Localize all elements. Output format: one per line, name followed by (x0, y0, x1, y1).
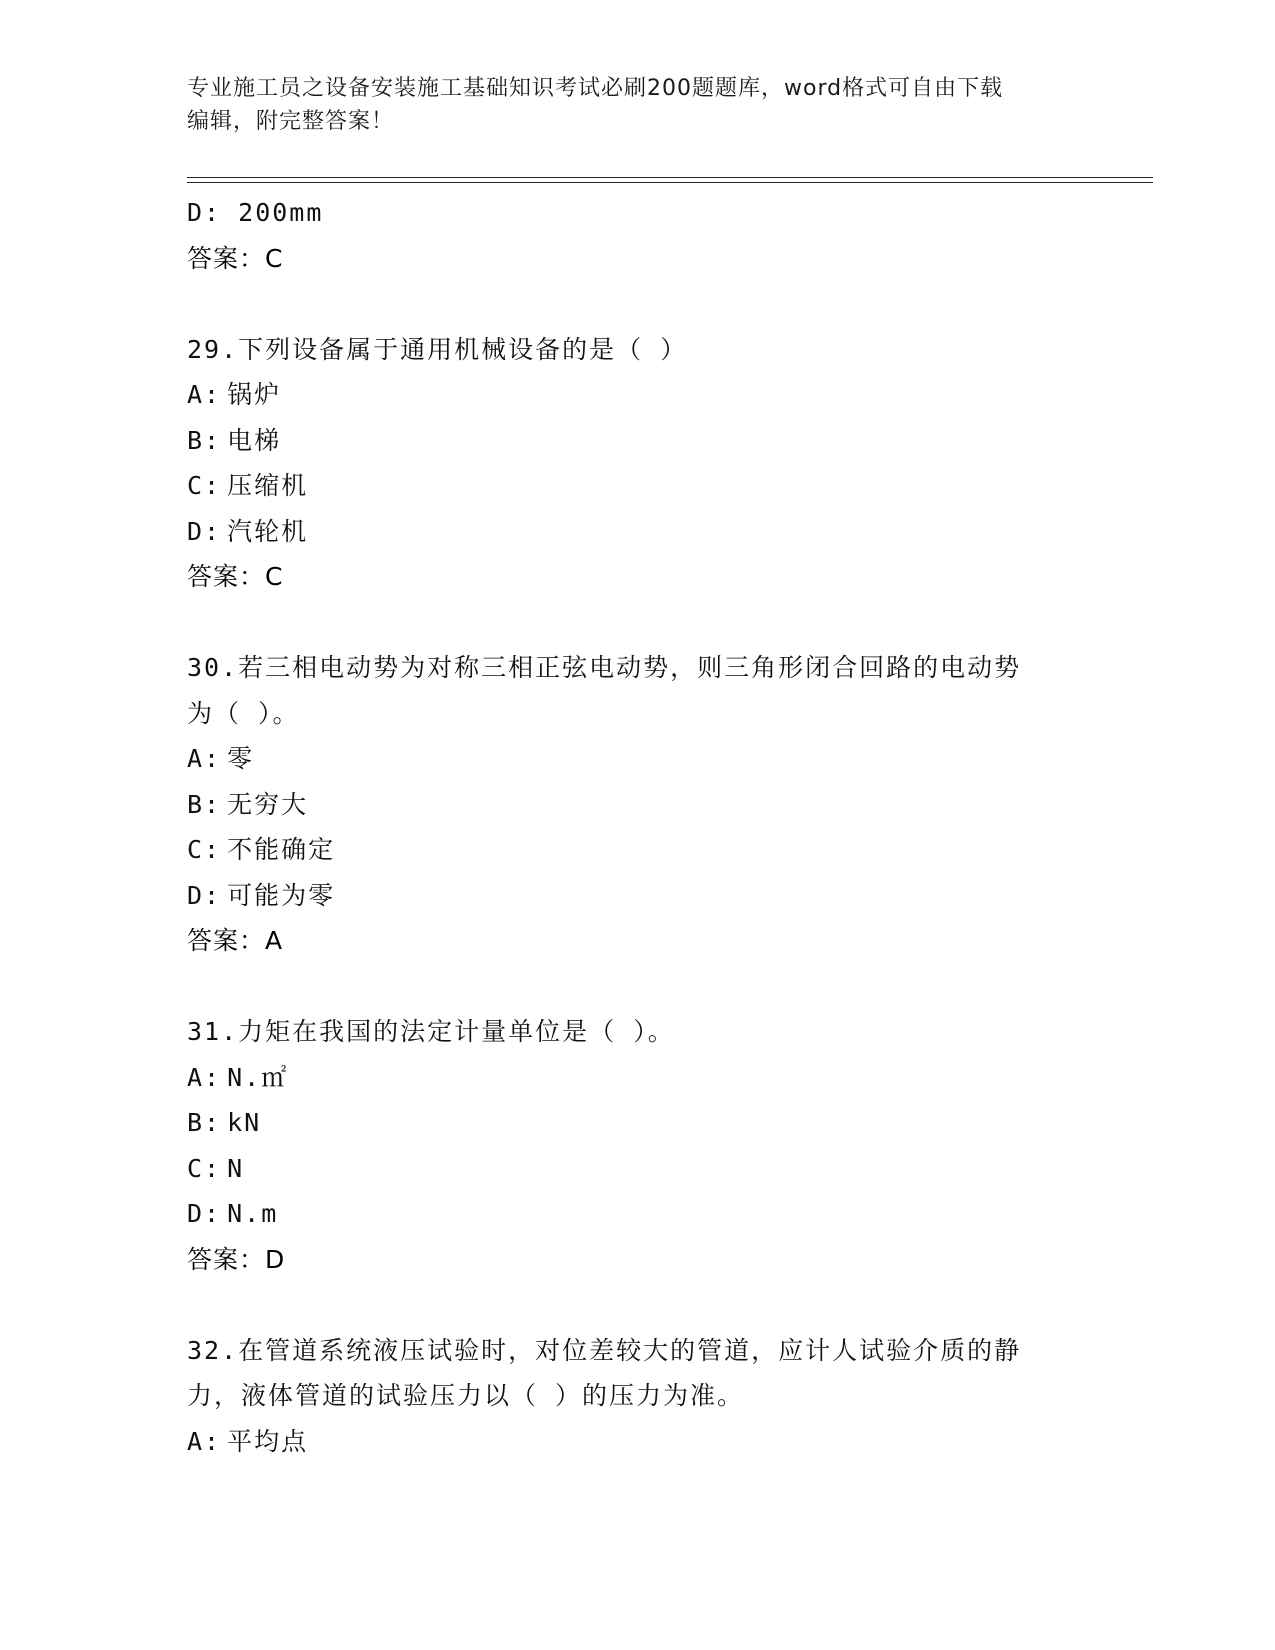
question-stem-30-line2: 为（ ）。 (187, 698, 300, 728)
question-stem-31: 31.力矩在我国的法定计量单位是（ ）。 (187, 1017, 675, 1046)
option-key: B: (187, 425, 222, 455)
option-text: 无穷大 (227, 789, 309, 819)
option-b (187, 782, 1087, 828)
answer-label: 答案：A (187, 926, 284, 955)
option-d (187, 873, 1087, 919)
option-text: 电梯 (227, 425, 282, 455)
document-body (187, 190, 1087, 1464)
option-d (187, 1191, 1087, 1237)
option-text: 压缩机 (227, 471, 309, 500)
option-key: C: (187, 835, 222, 864)
question-stem-32-line1: 32.在管道系统液压试验时，对位差较大的管道，应计人试验介质的静 (187, 1335, 1022, 1365)
option-key: A: (187, 744, 222, 773)
option-c (187, 463, 1087, 509)
option-text: N (227, 1153, 245, 1183)
option-text: kN (227, 1108, 262, 1137)
option-text: 不能确定 (227, 835, 336, 864)
option-key: A: (187, 380, 222, 409)
spacer (187, 600, 1087, 646)
option-b (187, 1100, 1087, 1146)
answer-label: 答案：C (187, 243, 284, 273)
option-key: A: (187, 1426, 222, 1456)
option-key: D: (187, 516, 222, 546)
header-rule-bottom (187, 182, 1153, 183)
spacer (187, 964, 1087, 1010)
option-a (187, 372, 1087, 418)
question-stem-32-line2: 力，液体管道的试验压力以（ ）的压力为准。 (187, 1381, 745, 1410)
document-header (187, 72, 1087, 138)
option-text: 平均点 (227, 1426, 309, 1456)
option-c (187, 1146, 1087, 1192)
spacer (187, 281, 1087, 327)
option-key: D: (187, 1199, 222, 1228)
option-d: D: 200mm (187, 198, 324, 227)
answer-label: 答案：D (187, 1244, 286, 1274)
answer-label: 答案：C (187, 562, 284, 591)
option-text: 可能为零 (227, 880, 336, 910)
option-key: A: (187, 1062, 222, 1092)
option-text: 锅炉 (227, 380, 282, 409)
header-title-line2: 编辑，附完整答案！ (187, 109, 395, 134)
option-key: C: (187, 1153, 222, 1183)
option-a (187, 736, 1087, 782)
option-key: C: (187, 471, 222, 500)
option-a (187, 1419, 1087, 1465)
option-d (187, 509, 1087, 555)
option-key: D: (187, 880, 222, 910)
option-text: 汽轮机 (227, 516, 309, 546)
option-a (187, 1055, 1087, 1101)
option-key: B: (187, 1108, 222, 1137)
question-stem-30-line1: 30.若三相电动势为对称三相正弦电动势，则三角形闭合回路的电动势 (187, 653, 1022, 682)
spacer (187, 1282, 1087, 1328)
header-rule-top (187, 177, 1153, 178)
option-text: N.m (227, 1199, 279, 1228)
option-key: B: (187, 789, 222, 819)
option-text: N.㎡ (227, 1062, 289, 1092)
header-title-line1: 专业施工员之设备安装施工基础知识考试必刷200题题库，word格式可自由下载 (187, 76, 1004, 101)
question-stem-29: 29.下列设备属于通用机械设备的是（ ） (187, 334, 688, 364)
option-c (187, 827, 1087, 873)
option-b (187, 418, 1087, 464)
option-text: 零 (227, 744, 255, 773)
